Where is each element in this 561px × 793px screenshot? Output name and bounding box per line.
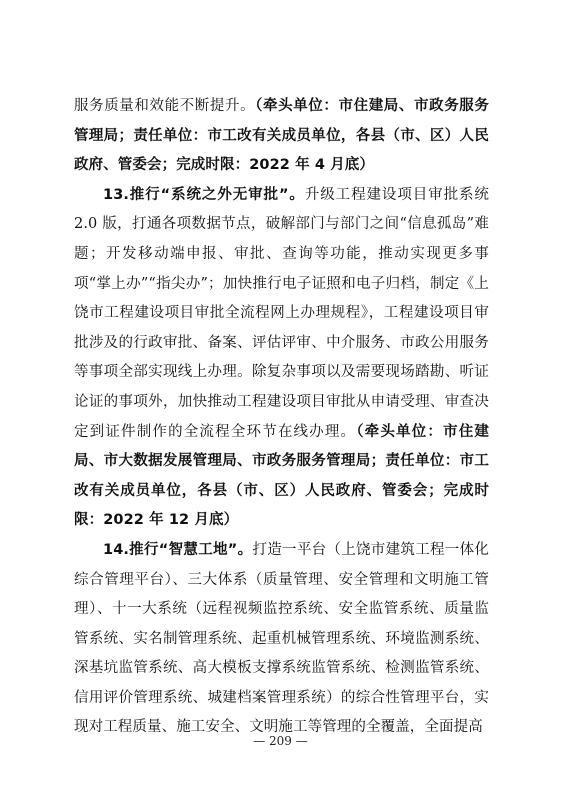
paragraph-text: 升级工程建设项目审批系统 2.0 版，打通各项数据节点，破解部门与部门之间“信息孤岛”难题；开发移动端申报、审批、查询等功能，推动实现更多事项“掌上办”“指尖办”；加快推行电子证照和电子归档，制定《上饶市工程建设项目审批全流程网上办理规程》，工程建设项目审批涉及的行政审批、备案、评估评审、中介服务、市政公用服务等事项全部实现线上办理。除复杂事项以及需要现场踏勘、听证论证的事项外，加快推动工程建设项目审批从申请受理、审查决定到证件制作的全流程全环节在线办理。 (74, 186, 490, 440)
paragraph-intro (74, 92, 489, 181)
item-heading: 14.推行“智慧工地”。 (103, 541, 253, 558)
paragraph-text: 服务质量和效能不断提升。 (74, 98, 256, 114)
responsibility-note: （牵头单位：市住建局、市大数据发展管理局、市政务服务管理局；责任单位：市工改有关成员单位，各县（市、区）人民政府、管委会；完成时限：2022 年 12 月底） (74, 423, 489, 529)
page-number: — 209 — (253, 734, 308, 748)
paragraph-item-14 (74, 536, 489, 743)
paragraph-text: 打造一平台（上饶市建筑工程一体化综合管理平台）、三大体系（质量管理、安全管理和文明施工管理）、十一大系统（远程视频监控系统、安全监管系统、质量监管系统、实名制管理系统、起重机械管理系统、环境监测系统、深基坑监管系统、高大模板支撑系统监管系统、检测监管系统、信用评价管理系统、城建档案管理系统）的综合性管理平台，实现对工程质量、施工安全、文明施工等管理的全覆盖，全面提高 (74, 541, 489, 736)
responsibility-note: （牵头单位：市住建局、市政务服务管理局；责任单位：市工改有关成员单位，各县（市、区）人民政府、管委会；完成时限：2022 年 4 月底） (74, 98, 489, 174)
document-body (74, 92, 489, 743)
paragraph-item-13 (74, 181, 489, 536)
item-heading: 13.推行“系统之外无审批”。 (103, 186, 305, 203)
